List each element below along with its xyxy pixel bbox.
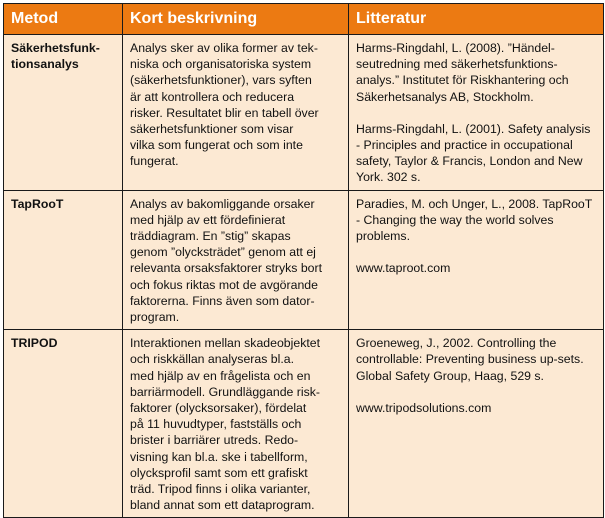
method-line: Säkerhetsfunk-	[11, 41, 100, 55]
table-row	[4, 190, 604, 330]
description-line: olycksprofil samt som ett grafiskt	[130, 465, 308, 480]
description-line: träd. Tripod finns i olika varianter,	[130, 482, 311, 497]
description-line: niska och organisatoriska system	[130, 57, 312, 72]
table-row	[4, 35, 604, 191]
description-line: och fokus riktas mot de avgörande	[130, 277, 318, 292]
header-row	[4, 4, 604, 35]
method-cell	[4, 35, 123, 191]
description-line: relevanta orsaksfaktorer stryks bort	[130, 261, 323, 276]
method-line: TRIPOD	[11, 336, 58, 351]
description-line: med hjälp av ett fördefinierat	[130, 212, 286, 227]
description-line: säkerhetsfunktioner som visar	[130, 122, 294, 137]
literature-link: www.taproot.com	[356, 261, 451, 276]
literature-cell	[349, 190, 604, 330]
methods-table	[3, 3, 604, 518]
description-line: är att kontrollera och reducera	[130, 89, 295, 104]
description-line: genom ”olycksträdet” genom att ej	[130, 245, 316, 260]
description-line: med hjälp av en frågelista och en	[130, 368, 311, 383]
description-line: vilka som fungerat och som inte	[130, 138, 303, 153]
description-line: bland annat som ett dataprogram.	[130, 498, 315, 513]
description-line: på 11 huvudtyper, fastställs och	[130, 417, 302, 432]
literature-reference: Harms-Ringdahl, L. (2008). ”Händel-seutredning med säkerhetsfunktions-analys.” Institutet för Riskhantering och Säkerhetsanalys AB, Stockholm.	[356, 41, 569, 104]
description-line: faktorer (olycksorsaker), fördelat	[130, 401, 307, 416]
description-line: fungerat.	[130, 154, 179, 169]
literature-reference: Groeneweg, J., 2002. Controlling the controllable: Preventing business up-sets. Global Safety Group, Haag, 529 s.	[356, 336, 584, 383]
description-line: Analys av bakomliggande orsaker	[130, 196, 315, 211]
description-line: träddiagram. En ”stig” skapas	[130, 229, 291, 244]
literature-cell	[349, 35, 604, 191]
table-row	[4, 330, 604, 518]
method-cell	[4, 190, 123, 330]
header-description: Kort beskrivning	[123, 4, 349, 35]
description-line: faktorerna. Finns även som dator-	[130, 293, 315, 308]
description-line: Analys sker av olika former av tek-	[130, 41, 318, 55]
method-cell	[4, 330, 123, 518]
description-line: risker. Resultatet blir en tabell över	[130, 105, 319, 120]
literature-cell	[349, 330, 604, 518]
header-literature: Litteratur	[349, 4, 604, 35]
method-line: tionsanalys	[11, 57, 79, 72]
description-line: och riskkällan analyseras bl.a.	[130, 352, 295, 367]
description-line: Interaktionen mellan skadeobjektet	[130, 336, 321, 351]
description-line: barriärmodell. Grundläggande risk-	[130, 384, 321, 399]
literature-reference: Harms-Ringdahl, L. (2001). Safety analysis - Principles and practice in occupational safety, Taylor & Francis, London and New York. 302 s.	[356, 121, 591, 185]
description-line: visning kan bl.a. ske i tabellform,	[130, 449, 308, 464]
literature-reference: Paradies, M. och Unger, L., 2008. TapRooT - Changing the way the world solves problems.	[356, 196, 593, 244]
description-cell	[123, 35, 349, 191]
literature-link: www.tripodsolutions.com	[356, 400, 492, 415]
description-line: program.	[130, 310, 180, 325]
method-line: TapRooT	[11, 196, 64, 211]
description-cell	[123, 330, 349, 518]
description-line: (säkerhetsfunktioner), vars syften	[130, 73, 312, 88]
description-line: brister i barriärer utreds. Redo-	[130, 433, 299, 448]
description-cell	[123, 190, 349, 330]
header-method: Metod	[4, 4, 123, 35]
